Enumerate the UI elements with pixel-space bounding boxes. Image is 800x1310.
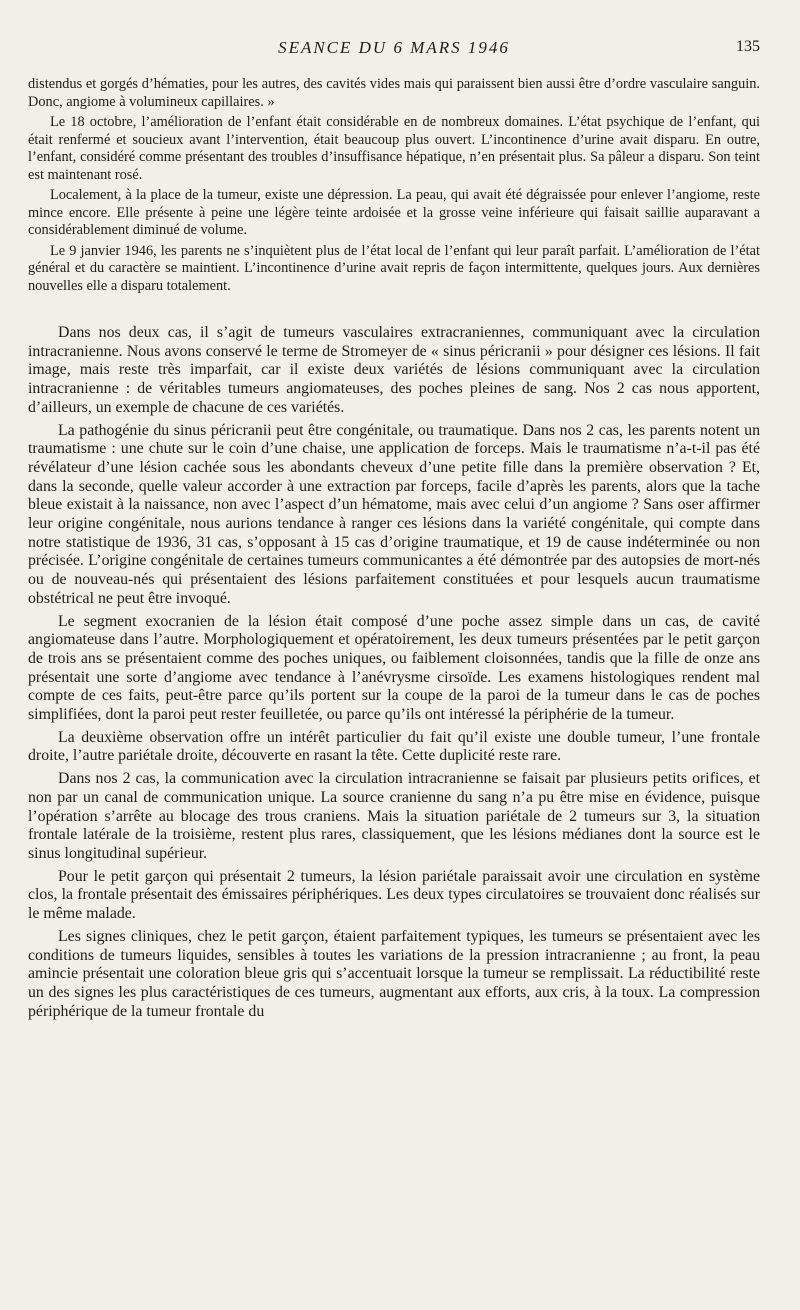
paragraph: Dans nos 2 cas, la communication avec la circulation intracranienne se faisait par plusieurs petits orifices, et non par un canal de communication unique. La source cranienne du sang n’a pu être mise en évidence, puisque l’opération s’arrête au blocage des trous craniens. Mais la situation pariétale de 2 tumeurs sur 3, la situation frontale latérale de la troisième, restent plus rares, classiquement, que les lésions médianes dont la source est le sinus longitudinal supérieur. [28, 770, 760, 862]
running-title: SEANCE DU 6 MARS 1946 [278, 38, 510, 57]
paragraph: Le 18 octobre, l’amélioration de l’enfant était considérable en de nombreux domaines. L’état psychique de l’enfant, qui était renfermé et soucieux avant l’intervention, était beaucoup plus ouvert. L’incontinence d’urine avait disparu. En outre, l’enfant, considéré comme présentant des troubles d’insuffisance hépatique, n’en présentait plus. Sa pâleur a disparu. Son teint est maintenant rosé. [28, 114, 760, 183]
paragraph: La pathogénie du sinus péricranii peut être congénitale, ou traumatique. Dans nos 2 cas, les parents notent un traumatisme : une chute sur le coin d’une chaise, une application de forceps. Mais le traumatisme n’a-t-il pas été révélateur d’une lésion cachée sous les abondants cheveux d’une petite fille dans la première observation ? Et, dans la seconde, quelle valeur accorder à une extraction par forceps, facile d’après les parents, alors que la tache bleue existait à la naissance, non avec l’aspect d’un hématome, mais avec celui d’un angiome ? Sans oser affirmer leur origine congénitale, nous aurions tendance à ranger ces lésions dans la variété congénitale, qui compte dans notre statistique de 1936, 31 cas, s’opposant à 15 cas d’origine traumatique, et 19 de cause indéterminée ou non précisée. L’origine congénitale de certaines tumeurs communicantes a été démontrée par des autopsies de mort-nés ou de nouveau-nés qui présentaient des lésions parfaitement constituées et pour lesquels aucun traumatisme obstétrical ne peut être invoqué. [28, 421, 760, 607]
page-header [28, 38, 760, 60]
paragraph: La deuxième observation offre un intérêt particulier du fait qu’il existe une double tumeur, l’une frontale droite, l’autre pariétale droite, découverte en rasant la tête. Cette duplicité reste rare. [28, 728, 760, 765]
discussion-text [28, 324, 760, 1021]
paragraph: Le 9 janvier 1946, les parents ne s’inquiètent plus de l’état local de l’enfant qui leur paraît parfait. L’amélioration de l’état général et du caractère se maintient. L’incontinence d’urine avait repris de façon intermittente, quelques jours. Aux dernières nouvelles elle a disparu totalement. [28, 242, 760, 294]
paragraph: Dans nos deux cas, il s’agit de tumeurs vasculaires extracraniennes, communiquant avec la circulation intracranienne. Nous avons conservé le terme de Stromeyer de « sinus péricranii » pour désigner ces lésions. Il fait image, mais reste très imparfait, car il existe deux variétés de lésions communiquant avec la circulation intracranienne : de véritables tumeurs angiomateuses, des poches pleines de sang. Nos 2 cas nous apportent, d’ailleurs, un exemple de chacune de ces variétés. [28, 324, 760, 416]
observation-notes [28, 76, 760, 295]
paragraph: Le segment exocranien de la lésion était composé d’une poche assez simple dans un cas, de cavité angiomateuse dans l’autre. Morphologiquement et opératoirement, les deux tumeurs présentées par le petit garçon de trois ans se présentaient comme des poches uniques, ou faiblement cloisonnées, tandis que la fille de onze ans présentait une sorte d’angiome avec tendance à l’anévrysme cirsoïde. Les examens histologiques rendent mal compte de ces faits, peut-être parce qu’ils portent sur la coupe de la paroi de la tumeur dans le cas de poches simplifiées, dont la paroi peut rester feuilletée, ou parce qu’ils ont intéressé la périphérie de la tumeur. [28, 612, 760, 724]
section-gap [28, 298, 760, 324]
paragraph: Localement, à la place de la tumeur, existe une dépression. La peau, qui avait été dégraissée pour enlever l’angiome, reste mince encore. Elle présente à peine une légère teinte ardoisée et la grosse veine inférieure qui faisait saillie auparavant a considérablement diminué de volume. [28, 187, 760, 238]
paragraph: distendus et gorgés d’hématies, pour les autres, des cavités vides mais qui paraissent bien aussi être d’ordre vasculaire sanguin. Donc, angiome à volumineux capillaires. » [28, 76, 760, 110]
paragraph: Pour le petit garçon qui présentait 2 tumeurs, la lésion pariétale paraissait avoir une circulation en système clos, la frontale présentait des émissaires périphériques. Les deux types circulatoires se trouvaient donc réalisés sur le même malade. [28, 867, 760, 923]
paragraph: Les signes cliniques, chez le petit garçon, étaient parfaitement typiques, les tumeurs se présentaient avec les conditions de tumeurs liquides, sensibles à toutes les variations de la pression intracranienne ; au front, la peau amincie présentait une coloration bleue gris qui s’accentuait lorsque la tumeur se remplissait. La réductibilité reste un des signes les plus caractéristiques de ces tumeurs, augmentant aux efforts, aux cris, à la toux. La compression périphérique de la tumeur frontale du [28, 927, 760, 1020]
page-number: 135 [736, 38, 760, 55]
